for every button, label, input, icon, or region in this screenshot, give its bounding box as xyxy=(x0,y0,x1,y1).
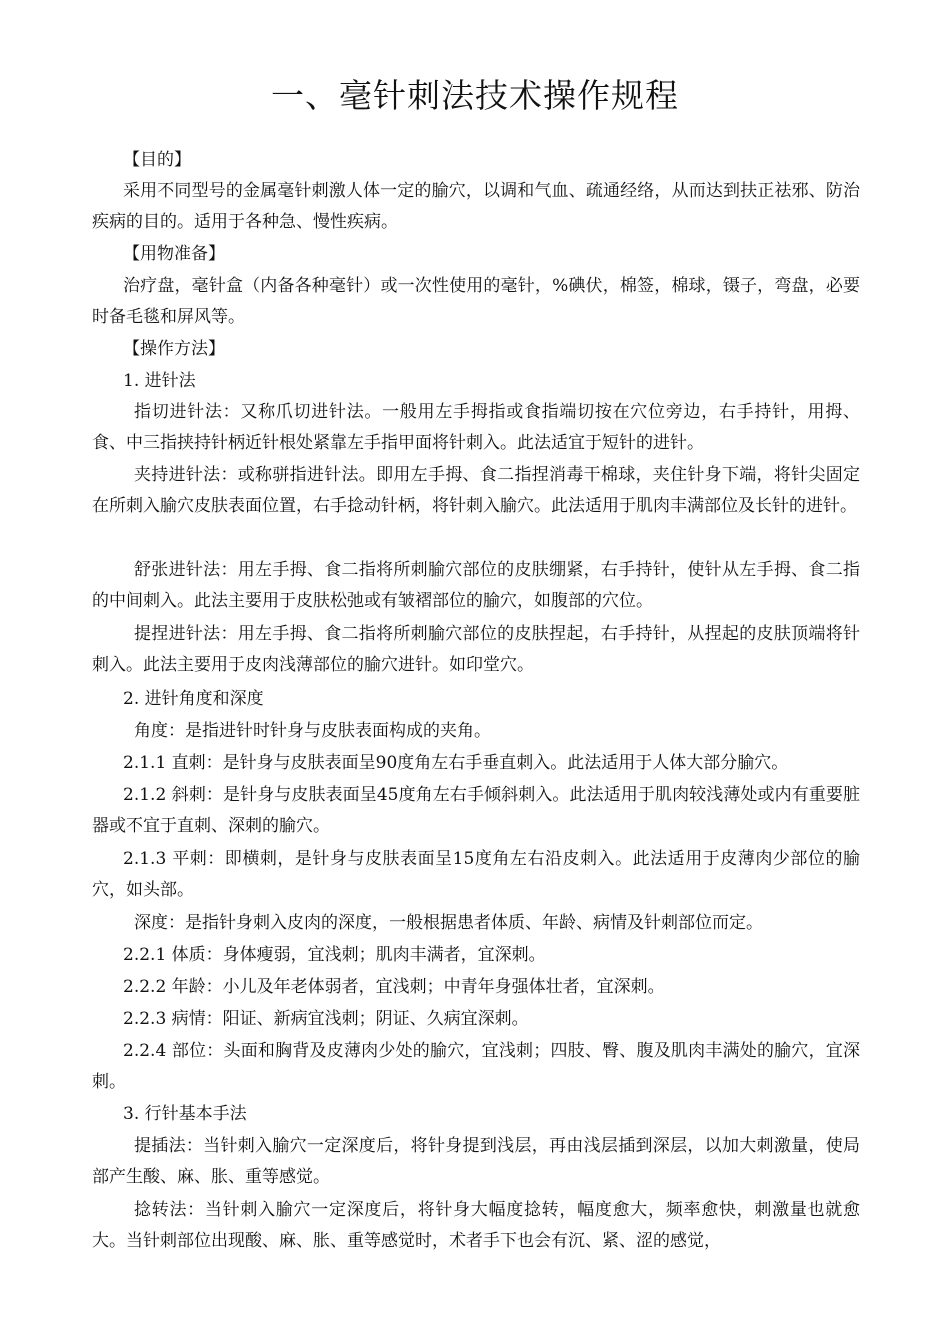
paragraph-perpendicular: 2.1.1 直刺：是针身与皮肤表面呈90度角左右手垂直刺入。此法适用于人体大部分腧穴。 xyxy=(123,753,789,773)
subheading-basic-manipulation: 3. 行针基本手法 xyxy=(123,1104,247,1124)
paragraph-constitution: 2.2.1 体质：身体瘦弱，宜浅刺；肌肉丰满者，宜深刺。 xyxy=(123,945,546,965)
section-heading-method: 【操作方法】 xyxy=(123,339,225,359)
paragraph-lifting-thrusting: 提插法：当针刺入腧穴一定深度后，将针身提到浅层，再由浅层插到深层，以加大刺激量，使局部产生酸、麻、胀、重等感觉。 xyxy=(92,1136,860,1187)
paragraph-angle: 角度：是指进针时针身与皮肤表面构成的夹角。 xyxy=(134,721,491,741)
document-title: 一、毫针刺法技术操作规程 xyxy=(271,76,679,115)
section-heading-supplies: 【用物准备】 xyxy=(123,244,225,264)
paragraph-age: 2.2.2 年龄：小儿及年老体弱者，宜浅刺；中青年身强体壮者，宜深刺。 xyxy=(123,977,665,997)
paragraph-holding-insertion: 夹持进针法：或称骈指进针法。即用左手拇、食二指捏消毒干棉球，夹住针身下端，将针尖固定在所刺入腧穴皮肤表面位置，右手捻动针柄，将针刺入腧穴。此法适用于肌肉丰满部位及长针的进针。 xyxy=(92,465,860,516)
section-heading-purpose: 【目的】 xyxy=(123,150,191,170)
subheading-needle-insertion: 1. 进针法 xyxy=(123,371,196,391)
paragraph-condition: 2.2.3 病情：阳证、新病宜浅刺；阴证、久病宜深刺。 xyxy=(123,1009,529,1029)
paragraph-twirling: 捻转法：当针刺入腧穴一定深度后，将针身大幅度捻转，幅度愈大，频率愈快，刺激量也就愈大。当针刺部位出现酸、麻、胀、重等感觉时，术者手下也会有沉、紧、涩的感觉， xyxy=(92,1200,860,1251)
paragraph-purpose: 采用不同型号的金属毫针刺激人体一定的腧穴，以调和气血、疏通经络，从而达到扶正祛邪、防治疾病的目的。适用于各种急、慢性疾病。 xyxy=(92,181,860,232)
paragraph-depth: 深度：是指针身刺入皮肉的深度，一般根据患者体质、年龄、病情及针刺部位而定。 xyxy=(134,913,763,933)
paragraph-supplies: 治疗盘，毫针盒（内备各种毫针）或一次性使用的毫针，%碘伏，棉签，棉球，镊子，弯盘，必要时备毛毯和屏风等。 xyxy=(92,276,860,327)
paragraph-fingernail-insertion: 指切进针法：又称爪切进针法。一般用左手拇指或食指端切按在穴位旁边，右手持针，用拇、食、中三指挟持针柄近针根处紧靠左手指甲面将针刺入。此法适宜于短针的进针。 xyxy=(92,402,860,453)
paragraph-location: 2.2.4 部位：头面和胸背及皮薄肉少处的腧穴，宜浅刺；四肢、臀、腹及肌肉丰满处的腧穴，宜深刺。 xyxy=(92,1041,860,1092)
paragraph-pinching-insertion: 提捏进针法：用左手拇、食二指将所刺腧穴部位的皮肤捏起，右手持针，从捏起的皮肤顶端将针刺入。此法主要用于皮肉浅薄部位的腧穴进针。如印堂穴。 xyxy=(92,624,860,675)
paragraph-stretching-insertion: 舒张进针法：用左手拇、食二指将所刺腧穴部位的皮肤绷紧，右手持针，使针从左手拇、食二指的中间刺入。此法主要用于皮肤松弛或有皱褶部位的腧穴，如腹部的穴位。 xyxy=(92,560,860,611)
paragraph-oblique: 2.1.2 斜刺：是针身与皮肤表面呈45度角左右手倾斜刺入。此法适用于肌肉较浅薄处或内有重要脏器或不宜于直刺、深刺的腧穴。 xyxy=(92,785,860,836)
subheading-angle-depth: 2. 进针角度和深度 xyxy=(123,689,264,709)
paragraph-horizontal: 2.1.3 平刺：即横刺，是针身与皮肤表面呈15度角左右沿皮刺入。此法适用于皮薄肉少部位的腧穴，如头部。 xyxy=(92,849,860,900)
